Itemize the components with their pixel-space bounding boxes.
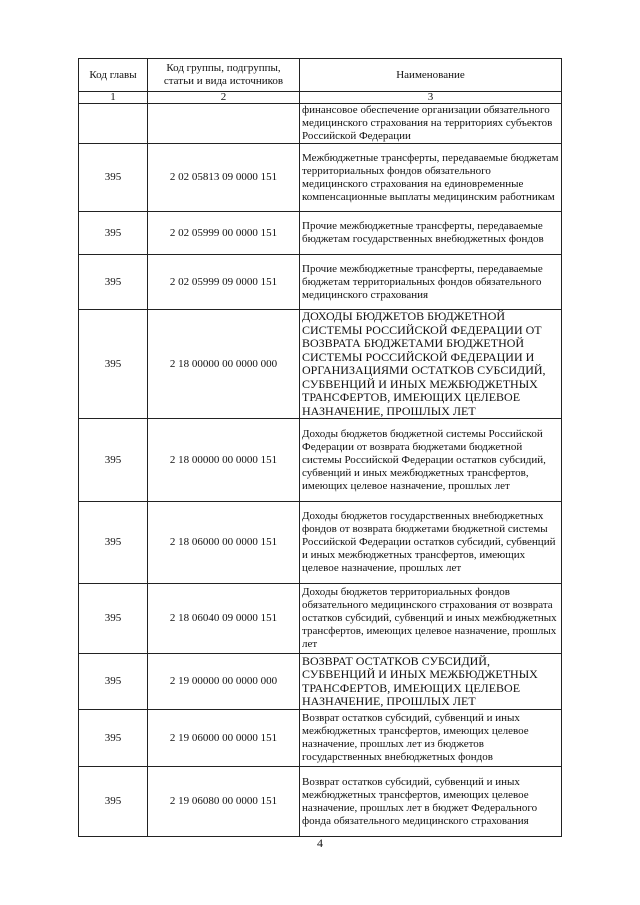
chapter-code-cell: 395	[79, 502, 148, 584]
header-chapter-code: Код главы	[79, 59, 148, 92]
header-group-code: Код группы, подгруппы, статьи и вида источников	[148, 59, 300, 92]
group-code-cell	[148, 104, 300, 144]
page-number: 4	[317, 836, 323, 850]
chapter-code-cell: 395	[79, 710, 148, 767]
group-code-cell: 2 02 05999 09 0000 151	[148, 255, 300, 310]
table-row	[79, 255, 562, 310]
name-cell: ДОХОДЫ БЮДЖЕТОВ БЮДЖЕТНОЙ СИСТЕМЫ РОССИЙСКОЙ ФЕДЕРАЦИИ ОТ ВОЗВРАТА БЮДЖЕТАМИ БЮДЖЕТНОЙ СИСТЕМЫ РОССИЙСКОЙ ФЕДЕРАЦИИ И ОРГАНИЗАЦИЯМИ ОСТАТКОВ СУБСИДИЙ, СУБВЕНЦИЙ И ИНЫХ МЕЖБЮДЖЕТНЫХ ТРАНСФЕРТОВ, ИМЕЮЩИХ ЦЕЛЕВОЕ НАЗНАЧЕНИЕ, ПРОШЛЫХ ЛЕТ	[300, 310, 562, 419]
name-cell: финансовое обеспечение организации обязательного медицинского страхования на территориях субъектов Российской Федерации	[300, 104, 562, 144]
chapter-code-cell: 395	[79, 584, 148, 654]
chapter-code-cell: 395	[79, 767, 148, 837]
name-cell: Прочие межбюджетные трансферты, передаваемые бюджетам государственных внебюджетных фондов	[300, 212, 562, 255]
name-cell: Доходы бюджетов бюджетной системы Российской Федерации от возврата бюджетами бюджетной системы Российской Федерации остатков субсидий, субвенций и иных межбюджетных трансфертов, имеющих целевое назначение, прошлых лет	[300, 419, 562, 502]
column-number-2: 2	[148, 92, 300, 104]
chapter-code-cell: 395	[79, 654, 148, 710]
table-row	[79, 212, 562, 255]
column-number-3: 3	[300, 92, 562, 104]
table-row	[79, 502, 562, 584]
chapter-code-cell: 395	[79, 212, 148, 255]
group-code-cell: 2 18 00000 00 0000 000	[148, 310, 300, 419]
name-cell: Межбюджетные трансферты, передаваемые бюджетам территориальных фондов обязательного медицинского страхования на единовременные компенсационные выплаты медицинским работникам	[300, 144, 562, 212]
table-row	[79, 654, 562, 710]
group-code-cell: 2 19 06000 00 0000 151	[148, 710, 300, 767]
header-name: Наименование	[300, 59, 562, 92]
table-row	[79, 767, 562, 837]
chapter-code-cell: 395	[79, 419, 148, 502]
name-cell: Возврат остатков субсидий, субвенций и иных межбюджетных трансфертов, имеющих целевое назначение, прошлых лет в бюджет Федерального фонда обязательного медицинского страхования	[300, 767, 562, 837]
column-number-row	[79, 92, 562, 104]
name-cell: Доходы бюджетов территориальных фондов обязательного медицинского страхования от возврата остатков субсидий, субвенций и иных межбюджетных трансфертов, имеющих целевое назначение, прошлых лет	[300, 584, 562, 654]
chapter-code-cell	[79, 104, 148, 144]
table-row	[79, 710, 562, 767]
chapter-code-cell: 395	[79, 255, 148, 310]
name-cell: Доходы бюджетов государственных внебюджетных фондов от возврата бюджетами бюджетной системы Российской Федерации остатков субсидий, субвенций и иных межбюджетных трансфертов, имеющих целевое назначение, прошлых лет	[300, 502, 562, 584]
table-row	[79, 419, 562, 502]
table-row	[79, 104, 562, 144]
budget-classification-table	[78, 58, 562, 837]
table-row	[79, 584, 562, 654]
table-row	[79, 144, 562, 212]
group-code-cell: 2 02 05813 09 0000 151	[148, 144, 300, 212]
column-number-1: 1	[79, 92, 148, 104]
group-code-cell: 2 19 06080 00 0000 151	[148, 767, 300, 837]
group-code-cell: 2 19 00000 00 0000 000	[148, 654, 300, 710]
group-code-cell: 2 18 06040 09 0000 151	[148, 584, 300, 654]
name-cell: ВОЗВРАТ ОСТАТКОВ СУБСИДИЙ, СУБВЕНЦИЙ И ИНЫХ МЕЖБЮДЖЕТНЫХ ТРАНСФЕРТОВ, ИМЕЮЩИХ ЦЕЛЕВОЕ НАЗНАЧЕНИЕ, ПРОШЛЫХ ЛЕТ	[300, 654, 562, 710]
table-header-row	[79, 59, 562, 92]
chapter-code-cell: 395	[79, 144, 148, 212]
name-cell: Прочие межбюджетные трансферты, передаваемые бюджетам территориальных фондов обязательного медицинского страхования	[300, 255, 562, 310]
table-row	[79, 310, 562, 419]
chapter-code-cell: 395	[79, 310, 148, 419]
group-code-cell: 2 18 06000 00 0000 151	[148, 502, 300, 584]
group-code-cell: 2 02 05999 00 0000 151	[148, 212, 300, 255]
name-cell: Возврат остатков субсидий, субвенций и иных межбюджетных трансфертов, имеющих целевое назначение, прошлых лет из бюджетов государственных внебюджетных фондов	[300, 710, 562, 767]
group-code-cell: 2 18 00000 00 0000 151	[148, 419, 300, 502]
